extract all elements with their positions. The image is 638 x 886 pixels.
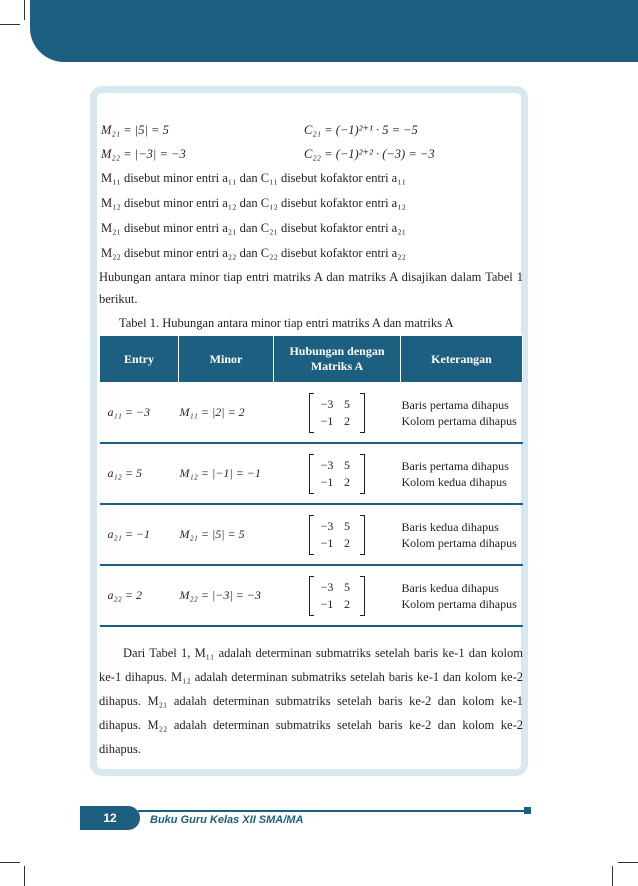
- matrix-entry: −3: [320, 457, 334, 472]
- matrix-entry: 5: [344, 518, 350, 533]
- footer-rule: [138, 810, 526, 812]
- keterangan-cell: [401, 443, 523, 504]
- keterangan-line: Baris kedua dihapus: [401, 519, 499, 534]
- minor-cell: M₂₁ = |5| = 5: [179, 504, 274, 565]
- matrix-cell: [274, 383, 401, 444]
- entry-cell: a₁₂ = 5: [100, 443, 179, 504]
- minor-cell: M₁₂ = |−1| = −1: [179, 443, 274, 504]
- book-title: Buku Guru Kelas XII SMA/MA: [150, 814, 304, 826]
- conclusion-paragraph: Dari Tabel 1, M₁₁ adalah determinan submatriks setelah baris ke-1 dan kolom ke-1 dihapus. M₁₂ adalah determinan submatriks setelah baris ke-1 dan kolom ke-2 dihapus. M₂₁ adalah determinan submatriks setelah baris ke-2 dan kolom ke-1 dihapus. M₂₂ adalah determinan submatriks setelah baris ke-2 dan kolom ke-2 dihapus.: [99, 646, 523, 756]
- equation-row: [99, 118, 523, 142]
- keterangan-line: Kolom pertama dihapus: [401, 535, 517, 550]
- entry-cell: a₁₁ = −3: [100, 383, 179, 444]
- description-line: M₂₁ disebut minor entri a₂₁ dan C₂₁ disebut kofaktor entri a₂₁: [101, 221, 406, 235]
- matrix-cell: [274, 504, 401, 565]
- matrix: [309, 576, 365, 616]
- crop-mark: [24, 866, 25, 886]
- table-row: [100, 443, 523, 504]
- page-content: [99, 118, 523, 761]
- matrix-entry: −1: [320, 474, 334, 489]
- matrix-entry: −1: [320, 413, 334, 428]
- matrix-entry: −3: [320, 518, 334, 533]
- table-header: Keterangan: [401, 336, 523, 383]
- matrix-entry: −3: [320, 396, 334, 411]
- entry-cell: a₂₁ = −1: [100, 504, 179, 565]
- matrix-cell: [274, 443, 401, 504]
- equation-minor: M₂₂ = |−3| = −3: [101, 147, 186, 161]
- matrix-entry: 2: [344, 413, 350, 428]
- matrix-entry: −1: [320, 535, 334, 550]
- page-number: 12: [80, 806, 140, 830]
- equation-row: [99, 142, 523, 166]
- keterangan-cell: [401, 504, 523, 565]
- minor-cell: M₁₁ = |2| = 2: [179, 383, 274, 444]
- description-line: M₂₂ disebut minor entri a₂₂ dan C₂₂ disebut kofaktor entri a₂₂: [101, 246, 406, 260]
- keterangan-line: Kolom pertama dihapus: [401, 413, 517, 428]
- table-caption: Tabel 1. Hubungan antara minor tiap entri matriks A dan matriks A: [119, 316, 454, 330]
- matrix-entry: 5: [344, 396, 350, 411]
- matrix-entry: 5: [344, 579, 350, 594]
- matrix-entry: −3: [320, 579, 334, 594]
- description-line: M₁₁ disebut minor entri a₁₁ dan C₁₁ disebut kofaktor entri a₁₁: [101, 171, 406, 185]
- header-band: [30, 0, 638, 62]
- table-header: Hubungan dengan Matriks A: [274, 336, 401, 383]
- minor-cell: M₂₂ = |−3| = −3: [179, 565, 274, 626]
- table-row: [100, 504, 523, 565]
- keterangan-line: Baris kedua dihapus: [401, 580, 499, 595]
- matrix-entry: 2: [344, 535, 350, 550]
- matrix-entry: 2: [344, 596, 350, 611]
- keterangan-line: Kolom kedua dihapus: [401, 474, 507, 489]
- table-row: [100, 565, 523, 626]
- matrix-entry: 5: [344, 457, 350, 472]
- table-row: [100, 383, 523, 444]
- footer-dot: [524, 807, 531, 814]
- minor-table: [99, 335, 523, 627]
- matrix: [309, 515, 365, 555]
- matrix: [309, 393, 365, 433]
- keterangan-cell: [401, 565, 523, 626]
- crop-mark: [612, 866, 613, 886]
- description-line: M₁₂ disebut minor entri a₁₂ dan C₁₂ disebut kofaktor entri a₁₂: [101, 196, 406, 210]
- entry-cell: a₂₂ = 2: [100, 565, 179, 626]
- crop-mark: [618, 862, 638, 863]
- matrix-entry: −1: [320, 596, 334, 611]
- equation-minor: M₂₁ = |5| = 5: [101, 123, 169, 137]
- equation-cofactor: C₂₂ = (−1)²⁺² · (−3) = −3: [304, 147, 435, 161]
- keterangan-line: Baris pertama dihapus: [401, 458, 509, 473]
- equation-cofactor: C₂₁ = (−1)²⁺¹ · 5 = −5: [304, 123, 418, 137]
- crop-mark: [0, 862, 20, 863]
- intro-paragraph: Hubungan antara minor tiap entri matriks A dan matriks A disajikan dalam Tabel 1 berikut.: [99, 270, 523, 306]
- crop-mark: [24, 0, 25, 20]
- crop-mark: [0, 24, 20, 25]
- keterangan-cell: [401, 383, 523, 444]
- keterangan-line: Baris pertama dihapus: [401, 397, 509, 412]
- keterangan-line: Kolom pertama dihapus: [401, 596, 517, 611]
- matrix: [309, 454, 365, 494]
- table-header: Entry: [100, 336, 179, 383]
- matrix-entry: 2: [344, 474, 350, 489]
- matrix-cell: [274, 565, 401, 626]
- table-header: Minor: [179, 336, 274, 383]
